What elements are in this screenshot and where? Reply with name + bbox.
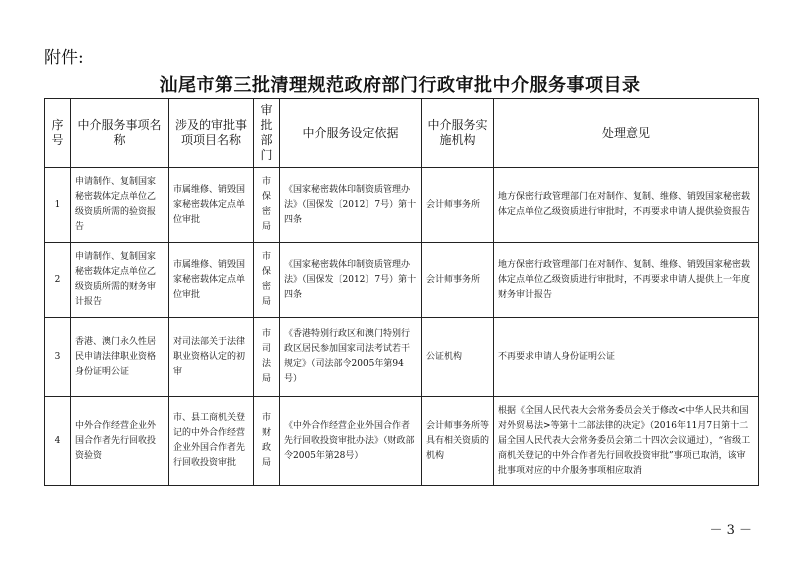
service-items-table [44, 98, 759, 486]
cell-approval-item: 市属维修、销毁国家秘密载体定点单位审批 [169, 243, 254, 318]
cell-dept: 市财政局 [254, 397, 280, 486]
cell-approval-item: 对司法部关于法律职业资格认定的初审 [169, 318, 254, 397]
cell-opinion: 不再要求申请人身份证明公证 [494, 318, 759, 397]
cell-index: 1 [45, 168, 71, 243]
cell-index: 3 [45, 318, 71, 397]
table-row [45, 168, 759, 243]
cell-index: 2 [45, 243, 71, 318]
header-basis: 中介服务设定依据 [280, 99, 422, 168]
cell-dept: 市司法局 [254, 318, 280, 397]
cell-basis: 《香港特别行政区和澳门特别行政区居民参加国家司法考试若干规定》（司法部令2005年第94号） [280, 318, 422, 397]
cell-opinion: 地方保密行政管理部门在对制作、复制、维修、销毁国家秘密载体定点单位乙级资质进行审批时，不再要求申请人提供上一年度财务审计报告 [494, 243, 759, 318]
header-opinion: 处理意见 [494, 99, 759, 168]
table-row [45, 397, 759, 486]
cell-service-name: 申请制作、复制国家秘密载体定点单位乙级资质所需的验资报告 [71, 168, 169, 243]
header-index: 序号 [45, 99, 71, 168]
page-number: － 3 － [709, 523, 752, 538]
cell-opinion: 地方保密行政管理部门在对制作、复制、维修、销毁国家秘密载体定点单位乙级资质进行审批时，不再要求申请人提供验资报告 [494, 168, 759, 243]
cell-basis: 《国家秘密载体印制资质管理办法》（国保发〔2012〕7号）第十四条 [280, 243, 422, 318]
cell-basis: 《中外合作经营企业外国合作者先行回收投资审批办法》（财政部令2005年第28号） [280, 397, 422, 486]
cell-agency: 会计师事务所 [422, 168, 494, 243]
cell-index: 4 [45, 397, 71, 486]
header-service-name: 中介服务事项名称 [71, 99, 169, 168]
cell-dept: 市保密局 [254, 168, 280, 243]
cell-agency: 会计师事务所 [422, 243, 494, 318]
cell-service-name: 香港、澳门永久性居民申请法律职业资格身份证明公证 [71, 318, 169, 397]
header-agency: 中介服务实施机构 [422, 99, 494, 168]
cell-agency: 会计师事务所等具有相关资质的机构 [422, 397, 494, 486]
cell-service-name: 中外合作经营企业外国合作者先行回收投资验资 [71, 397, 169, 486]
cell-basis: 《国家秘密载体印制资质管理办法》（国保发〔2012〕7号）第十四条 [280, 168, 422, 243]
table-row [45, 318, 759, 397]
cell-opinion: 根据《全国人民代表大会常务委员会关于修改<中华人民共和国对外贸易法>等第十二部法律的决定》（2016年11月7日第十二届全国人民代表大会常务委员会第二十四次会议通过），“省级工商机关登记的中外合作者先行回收投资审批”事项已取消，该审批事项对应的中介服务事项相应取消 [494, 397, 759, 486]
cell-agency: 公证机构 [422, 318, 494, 397]
header-dept: 审批部门 [254, 99, 280, 168]
cell-approval-item: 市属维修、销毁国家秘密载体定点单位审批 [169, 168, 254, 243]
table-row [45, 243, 759, 318]
page-title: 汕尾市第三批清理规范政府部门行政审批中介服务事项目录 [159, 75, 641, 96]
cell-service-name: 申请制作、复制国家秘密载体定点单位乙级资质所需的财务审计报告 [71, 243, 169, 318]
cell-dept: 市保密局 [254, 243, 280, 318]
table-header-row [45, 99, 759, 168]
cell-approval-item: 市、县工商机关登记的中外合作经营企业外国合作者先行回收投资审批 [169, 397, 254, 486]
header-approval-item: 涉及的审批事项项目名称 [169, 99, 254, 168]
attachment-label: 附件: [44, 48, 84, 68]
